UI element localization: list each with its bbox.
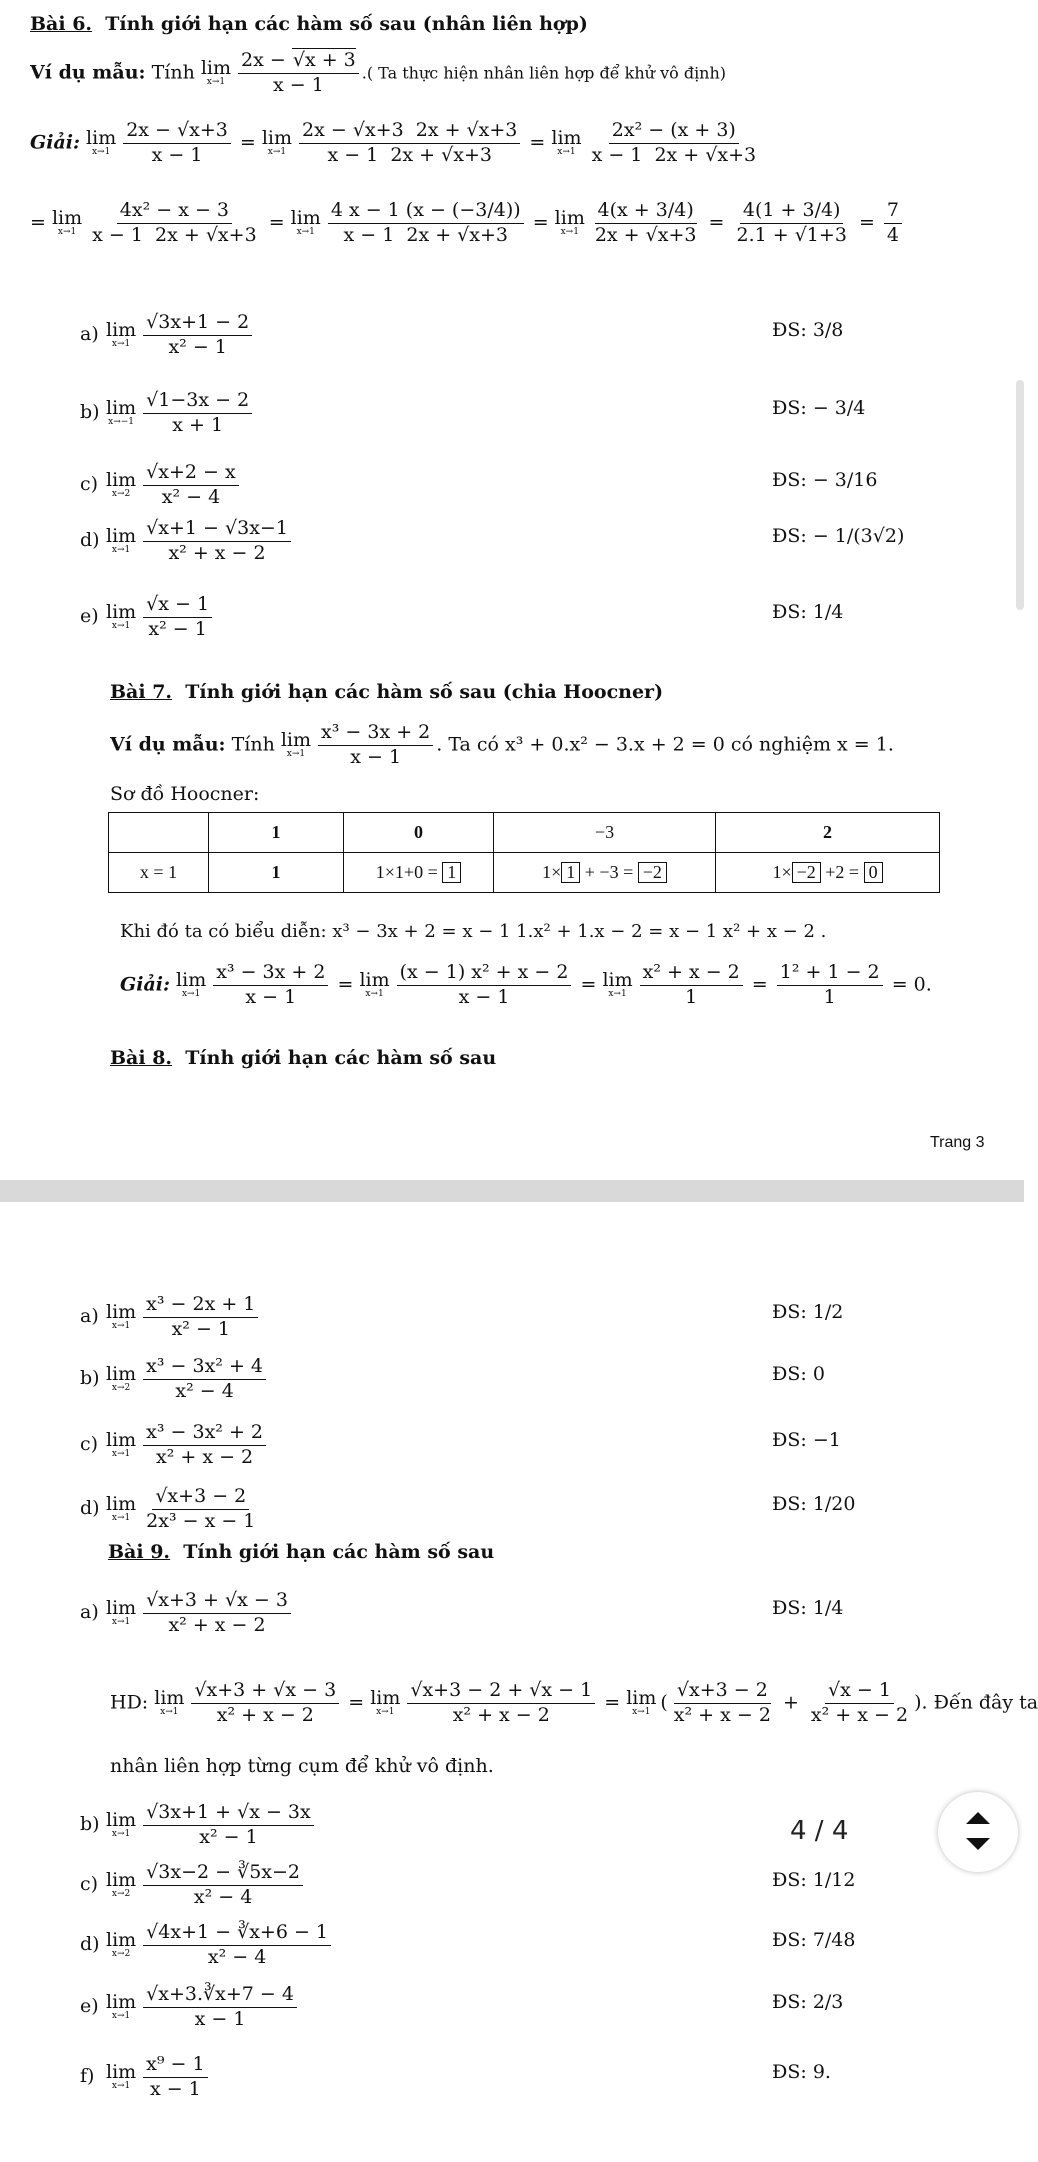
exercise-fraction: $\frac{√x+3.∛x+7 - 4}{x - 1}$ (143, 1984, 297, 2031)
table-cell: 1× −2 +2 = 0 (716, 853, 940, 893)
limit-sign: lim x→1 (106, 2061, 137, 2092)
table-cell: 0 (344, 813, 494, 853)
bai6-heading: Bài 6. Tính giới hạn các hàm số sau (nhân liên hợp) (30, 13, 588, 35)
answer: ĐS: − 3/4 (772, 397, 866, 419)
exercise-fraction: $\frac{√x+1 - √3x-1}{\text{x² + x − 2}}$ (143, 518, 291, 565)
exercise-fraction: $\frac{\text{x³ − 3x² + 4}}{\text{x² − 4}}$ (143, 1356, 266, 1403)
table-cell: 1 (209, 813, 344, 853)
limit-sign: lim x→1 (106, 1301, 137, 1332)
khi-do-text: Khi đó ta có biểu diễn: x³ − 3x + 2 = x − 1 1.x² + 1.x − 2 = x − 1 x² + x − 2 . (120, 921, 827, 942)
bai8-exercise-0 (80, 1294, 261, 1341)
exercise-label: b) (80, 1367, 100, 1390)
bai6-exercise-0 (80, 312, 255, 359)
table-cell: 1× 1 + −3 = −2 (494, 853, 716, 893)
limit-sign: lim x→1 (106, 1991, 137, 2022)
exercise-fraction: $\frac{√1-3x - 2}{x + 1}$ (143, 390, 252, 437)
bai9-hd: HD: lim x→1 $\frac{√x+3 + √x - 3}{\text{x² + x − 2}}$ = lim x→1 $\frac{√x+3 - 2 + √x - 1}{\text{x² + x − 2}}$ = lim x→1 ( $\frac{√x+3 - 2}{\text{x² + x − 2}}$ + $\frac{√x - 1}{\text{x² + x − 2}}$ ). Đến đây ta (110, 1679, 1038, 1726)
table-cell (109, 813, 209, 853)
bai6-exercise-1 (80, 390, 255, 437)
limit-sign: lim x→2 (106, 1869, 137, 1900)
exercise-label: a) (80, 323, 99, 346)
table-cell: 1×1+0 = 1 (344, 853, 494, 893)
bai7-heading: Bài 7. Tính giới hạn các hàm số sau (chia Hoocner) (110, 681, 664, 703)
limit-sign: lim x→−1 (106, 397, 137, 428)
answer: ĐS: − 1/(3√2) (772, 525, 905, 547)
exercise-fraction: $\frac{√x+2 - x}{\text{x² − 4}}$ (143, 462, 239, 509)
answer: ĐS: 1/2 (772, 1301, 844, 1323)
answer: ĐS: 9. (772, 2061, 831, 2083)
bai6-exercise-2 (80, 462, 242, 509)
bai9-exercise-5 (80, 2054, 211, 2101)
bai6-solution-2: = lim x→1 $\frac{\text{4x² − x − 3}}{x - 1 2x + √x+3}$ = lim x→1 $\frac{4 x - 1 (x - (-3/4))}{x - 1 2x + √x+3}$ = lim x→1 $\frac{4(x + 3/4)}{2x + √x+3}$ = $\frac{4(1 + 3/4)}{2.1 + √1+3}$ = $\frac{7}{4}$ (30, 200, 905, 247)
page-nav-control[interactable] (938, 1792, 1018, 1872)
table-cell: x = 1 (109, 853, 209, 893)
table-cell: 1 (209, 853, 344, 893)
bai7-solution: Giải: lim x→1 $\frac{\text{x³ − 3x + 2}}{x - 1}$ = lim x→1 $\frac{\text{(x − 1) x² + x − 2}}{x - 1}$ = lim x→1 $\frac{\text{x² + x − 2}}{1}$ = $\frac{\text{1² + 1 − 2}}{1}$ = 0. (120, 961, 932, 1008)
bai9-hd-line2: nhân liên hợp từng cụm để khử vô định. (110, 1755, 494, 1777)
exercise-label: e) (80, 1995, 99, 2018)
table-row (109, 853, 940, 893)
table-row (109, 813, 940, 853)
bai7-example: Ví dụ mẫu: Tính lim x→1 $\frac{\text{x³ − 3x + 2}}{x - 1}$ . Ta có x³ + 0.x² − 3.x + 2 = 0 có nghiệm x = 1. (110, 721, 894, 768)
bai8-exercise-1 (80, 1356, 269, 1403)
exercise-fraction: $\frac{\text{x³ − 3x² + 2}}{\text{x² + x − 2}}$ (143, 1422, 266, 1469)
answer: ĐS: 1/12 (772, 1869, 856, 1891)
exercise-label: d) (80, 1933, 100, 1956)
so-do-label: Sơ đồ Hoocner: (110, 783, 260, 805)
exercise-fraction: $\frac{√4x+1 - ∛x+6 - 1}{\text{x² − 4}}$ (143, 1922, 331, 1969)
bai6-solution-1: Giải: lim x→1 $\frac{2x - √x+3}{x - 1}$ = lim x→1 $\frac{2x - √x+3 2x + √x+3}{x - 1 2x + √x+3}$ = lim x→1 $\frac{\text{2x² − (x + 3)}}{x - 1 2x + √x+3}$ (30, 119, 757, 166)
answer: ĐS: 1/4 (772, 1597, 844, 1619)
answer: ĐS: − 3/16 (772, 469, 878, 491)
exercise-label: b) (80, 401, 100, 424)
limit-sign: lim x→2 (106, 469, 137, 500)
answer: ĐS: 7/48 (772, 1929, 856, 1951)
limit-sign: lim x→2 (106, 1363, 137, 1394)
answer: ĐS: 2/3 (772, 1991, 844, 2013)
page-indicator: 4 / 4 (790, 1816, 849, 1846)
limit-sign: lim x→1 (106, 601, 137, 632)
exercise-fraction: $\frac{√3x+1 + √x - 3x}{\text{x² − 1}}$ (143, 1802, 314, 1849)
answer: ĐS: −1 (772, 1429, 841, 1451)
page-gap (0, 1180, 1024, 1202)
bai9-exercise-1 (80, 1802, 317, 1849)
answer: ĐS: 1/4 (772, 601, 844, 623)
exercise-fraction: $\frac{√x - 1}{\text{x² − 1}}$ (143, 594, 212, 641)
exercise-label: a) (80, 1601, 99, 1624)
bai6-exercise-3 (80, 518, 294, 565)
page-number: Trang 3 (930, 1134, 985, 1151)
bai6-example: Ví dụ mẫu: Tính lim x→1 $\frac{2x - √x + 3}{x - 1}$ .( Ta thực hiện nhân liên hợp để khử vô định) (30, 49, 727, 96)
bai8-exercise-2 (80, 1422, 269, 1469)
scrollbar[interactable] (1016, 380, 1024, 610)
exercise-fraction: $\frac{\text{x⁹ − 1}}{x - 1}$ (143, 2054, 207, 2101)
bai9-exercise-3 (80, 1922, 334, 1969)
exercise-label: b) (80, 1813, 100, 1836)
exercise-label: d) (80, 529, 100, 552)
exercise-fraction: $\frac{√3x-2 - ∛5x-2}{\text{x² − 4}}$ (143, 1862, 303, 1909)
answer: ĐS: 1/20 (772, 1493, 856, 1515)
bai8-exercise-3 (80, 1486, 261, 1533)
limit-sign: lim x→1 (106, 525, 137, 556)
exercise-label: d) (80, 1497, 100, 1520)
hoocner-table (108, 812, 940, 893)
exercise-fraction: $\frac{√x+3 + √x - 3}{\text{x² + x − 2}}$ (143, 1590, 291, 1637)
limit-sign: lim x→1 (106, 1429, 137, 1460)
answer: ĐS: 0 (772, 1363, 825, 1385)
limit-sign: lim x→2 (106, 1929, 137, 1960)
exercise-fraction: $\frac{\text{x³ − 2x + 1}}{\text{x² − 1}}$ (143, 1294, 258, 1341)
exercise-fraction: $\frac{√x+3 - 2}{\text{2x³ − x − 1}}$ (146, 1485, 256, 1532)
exercise-label: f) (80, 2065, 95, 2088)
exercise-label: c) (80, 1433, 99, 1456)
exercise-fraction: $\frac{√3x+1 - 2}{\text{x² − 1}}$ (143, 312, 252, 359)
limit-sign: lim x→1 (106, 1597, 137, 1628)
exercise-label: c) (80, 473, 99, 496)
table-cell: 2 (716, 813, 940, 853)
bai6-exercise-4 (80, 594, 215, 641)
exercise-label: e) (80, 605, 99, 628)
bai8-heading: Bài 8. Tính giới hạn các hàm số sau (110, 1047, 497, 1069)
bai9-exercise-0 (80, 1590, 294, 1637)
limit-sign: lim x→1 (106, 1493, 137, 1524)
bai9-exercise-2 (80, 1862, 306, 1909)
bai9-heading: Bài 9. Tính giới hạn các hàm số sau (108, 1541, 495, 1563)
limit-sign: lim x→1 (106, 319, 137, 350)
answer: ĐS: 3/8 (772, 319, 844, 341)
limit-sign: lim x→1 (106, 1809, 137, 1840)
chevron-down-icon[interactable] (966, 1838, 990, 1850)
page-4 (0, 1202, 1038, 2162)
exercise-label: a) (80, 1305, 99, 1328)
chevron-up-icon[interactable] (966, 1812, 990, 1824)
bai9-exercise-4 (80, 1984, 300, 2031)
exercise-label: c) (80, 1873, 99, 1896)
table-cell: −3 (494, 813, 716, 853)
